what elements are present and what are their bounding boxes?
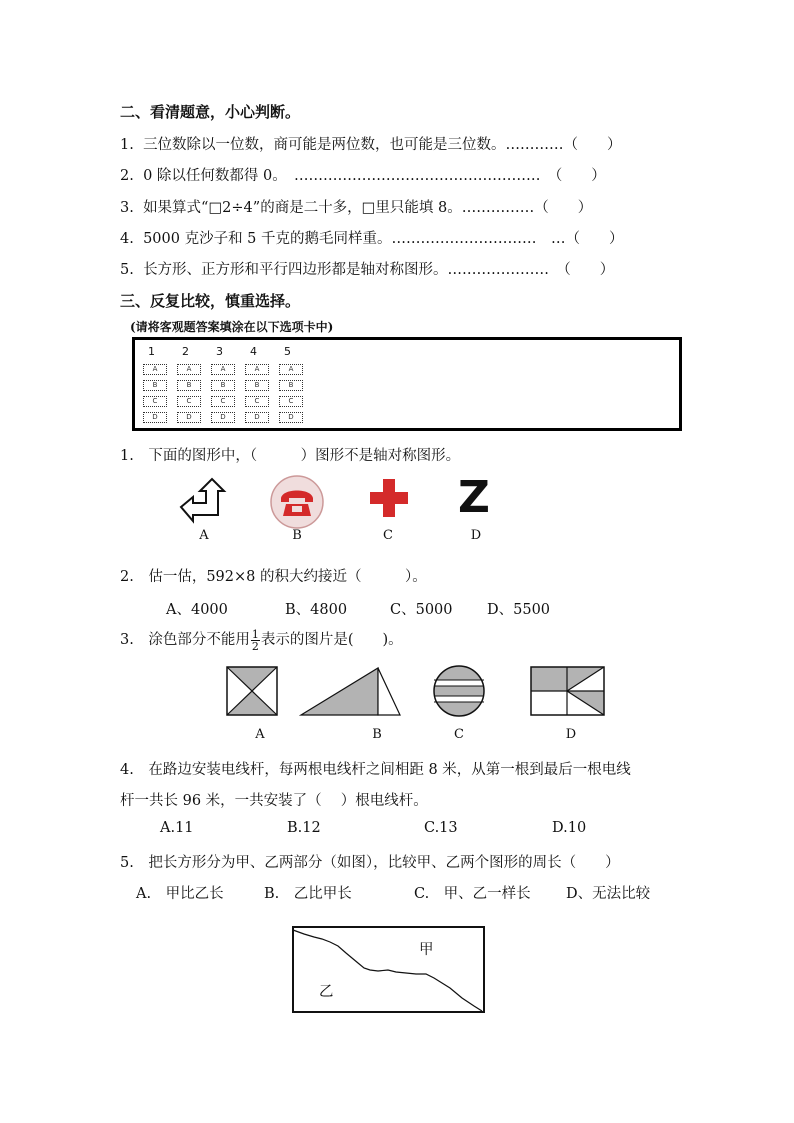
card-col-5: 5 — [284, 345, 291, 358]
q4-option-d: D.10 — [552, 820, 587, 836]
question-1-text: 1. 下面的图形中，（ ）图形不是轴对称图形。 — [120, 448, 461, 464]
bubble-4-a[interactable]: A — [245, 364, 269, 375]
square-diagonals-figure — [226, 666, 278, 716]
judge-item-5 — [120, 258, 614, 279]
answer-card-note: (请将客观题答案填涂在以下选项卡中) — [130, 320, 334, 334]
bubble-2-a[interactable]: A — [177, 364, 201, 375]
card-col-4: 4 — [250, 345, 257, 358]
bubble-3-c[interactable]: C — [211, 396, 235, 407]
judge-item-text: 如果算式“□2÷4”的商是二十多，□里只能填 8。……………（ ） — [143, 200, 593, 216]
bubble-3-d[interactable]: D — [211, 412, 235, 423]
bubble-4-d[interactable]: D — [245, 412, 269, 423]
q5-option-b: B. 乙比甲长 — [264, 886, 352, 902]
letter-z-figure: Z — [458, 472, 490, 523]
card-col-3: 3 — [216, 345, 223, 358]
judge-item-1 — [120, 133, 622, 154]
judge-item-number: 2. — [120, 168, 134, 184]
bubble-3-a[interactable]: A — [211, 364, 235, 375]
bubble-5-b[interactable]: B — [279, 380, 303, 391]
bubble-1-a[interactable]: A — [143, 364, 167, 375]
q5-option-d: D、无法比较 — [566, 886, 651, 902]
q3-text-after: 表示的图片是( )。 — [260, 632, 403, 648]
arrow-shape-icon — [175, 475, 227, 527]
q5-option-c: C. 甲、乙一样长 — [414, 886, 531, 902]
judge-item-text: 0 除以任何数都得 0。 …………………………………………… （ ） — [143, 168, 606, 184]
q2-option-d: D、5500 — [487, 602, 551, 618]
card-col-1: 1 — [148, 345, 155, 358]
bubble-4-c[interactable]: C — [245, 396, 269, 407]
bubble-2-c[interactable]: C — [177, 396, 201, 407]
section-two-heading: 二、看清题意，小心判断。 — [120, 103, 301, 121]
one-half-fraction — [251, 629, 260, 652]
answer-card — [132, 337, 682, 431]
bubble-1-d[interactable]: D — [143, 412, 167, 423]
bubble-1-b[interactable]: B — [143, 380, 167, 391]
q3-label-c: C — [454, 727, 464, 742]
bubble-5-c[interactable]: C — [279, 396, 303, 407]
q4-option-c: C.13 — [424, 820, 458, 836]
q3-label-a: A — [255, 727, 265, 742]
fraction-denominator: 2 — [251, 639, 259, 653]
section-three-heading: 三、反复比较，慎重选择。 — [120, 292, 301, 310]
q4-option-b: B.12 — [287, 820, 321, 836]
bubble-2-b[interactable]: B — [177, 380, 201, 391]
judge-item-text: 三位数除以一位数，商可能是两位数，也可能是三位数。…………（ ） — [143, 137, 622, 153]
bubble-4-b[interactable]: B — [245, 380, 269, 391]
judge-item-number: 3. — [120, 200, 134, 216]
judge-item-3 — [120, 196, 592, 217]
judge-item-text: 5000 克沙子和 5 千克的鹅毛同样重。………………………… …（ ） — [143, 231, 624, 247]
q2-option-b: B、4800 — [285, 602, 348, 618]
judge-item-number: 1. — [120, 137, 134, 153]
question-3-text — [120, 628, 403, 652]
bubble-5-d[interactable]: D — [279, 412, 303, 423]
q1-label-a: A — [199, 528, 209, 543]
question-5-text: 5. 把长方形分为甲、乙两部分（如图），比较甲、乙两个图形的周长（ ） — [120, 855, 620, 871]
label-yi: 乙 — [319, 984, 334, 1000]
q2-option-c: C、5000 — [390, 602, 453, 618]
telephone-sign-icon — [269, 474, 325, 530]
bubble-2-d[interactable]: D — [177, 412, 201, 423]
q4-option-a: A.11 — [160, 820, 194, 836]
bubble-1-c[interactable]: C — [143, 396, 167, 407]
q3-label-b: B — [372, 727, 382, 742]
q1-label-d: D — [470, 528, 482, 543]
q3-text-before: 3. 涂色部分不能用 — [120, 632, 250, 648]
q1-label-b: B — [292, 528, 302, 543]
judge-item-number: 4. — [120, 231, 134, 247]
triangle-figure — [299, 666, 403, 718]
red-cross-icon — [368, 477, 410, 519]
judge-item-4 — [120, 227, 624, 248]
fraction-numerator: 1 — [251, 627, 259, 641]
judge-item-text: 长方形、正方形和平行四边形都是轴对称图形。………………… （ ） — [143, 262, 615, 278]
striped-circle-figure — [432, 664, 486, 718]
judge-item-number: 5. — [120, 262, 134, 278]
judge-item-2 — [120, 164, 606, 185]
card-col-2: 2 — [182, 345, 189, 358]
grid-rectangle-figure — [530, 666, 606, 716]
bubble-5-a[interactable]: A — [279, 364, 303, 375]
question-2-text: 2. 估一估，592×8 的积大约接近（ ）。 — [120, 569, 427, 585]
q1-label-c: C — [383, 528, 393, 543]
question-4-line-2: 杆一共长 96 米，一共安装了（ ）根电线杆。 — [120, 793, 428, 809]
q3-label-d: D — [565, 727, 577, 742]
bubble-3-b[interactable]: B — [211, 380, 235, 391]
label-jia: 甲 — [419, 942, 434, 958]
question-4-line-1: 4. 在路边安装电线杆，每两根电线杆之间相距 8 米，从第一根到最后一根电线 — [120, 762, 631, 778]
q5-option-a: A. 甲比乙长 — [136, 886, 224, 902]
q2-option-a: A、4000 — [166, 602, 228, 618]
